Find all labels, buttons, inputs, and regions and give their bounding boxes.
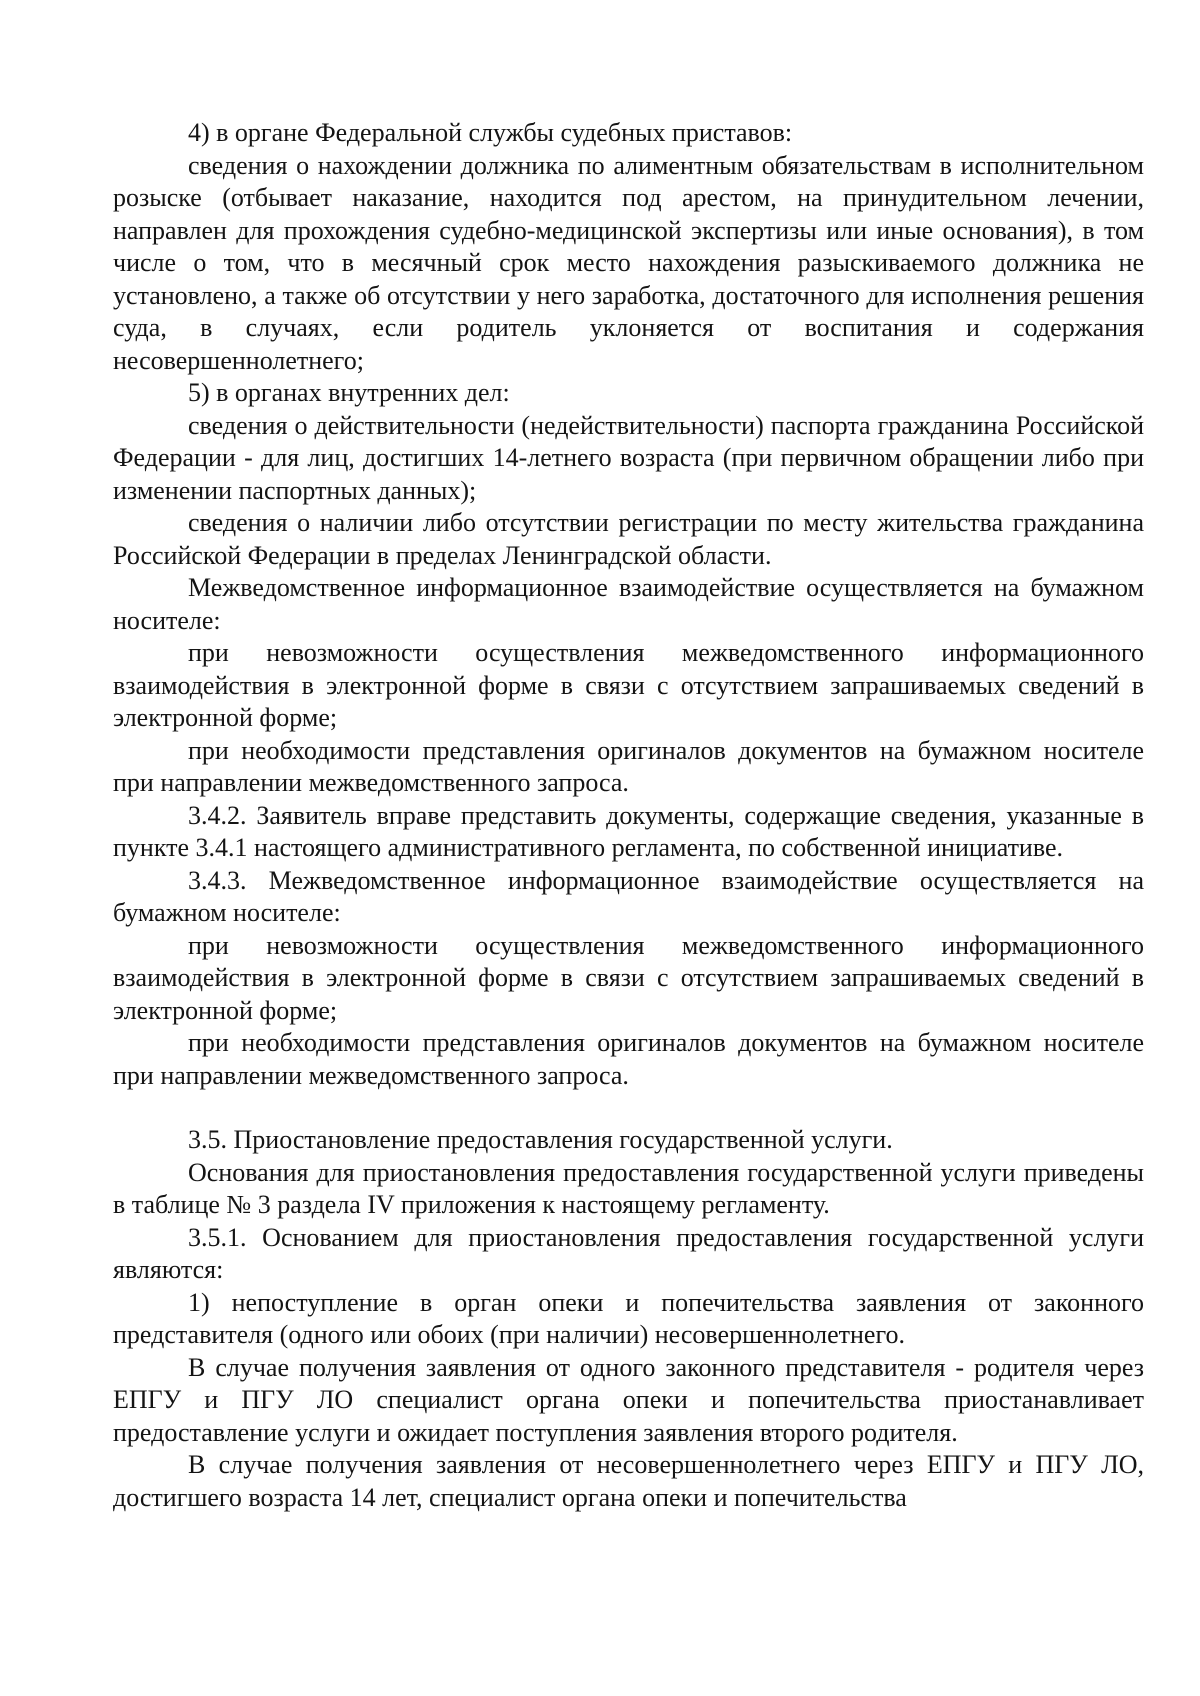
paragraph-item-1: 1) непоступление в орган опеки и попечительства заявления от законного представителя (одного или обоих (при наличии) несовершеннолетнего. [113,1287,1144,1349]
paragraph-fssp-heading: 4) в органе Федеральной службы судебных приставов: [188,118,793,147]
paragraph-mvd-heading: 5) в органах внутренних дел: [188,378,510,407]
document-body [113,117,1144,1514]
paragraph-fssp-info: сведения о нахождении должника по алиментным обязательствам в исполнительном розыске (отбывает наказание, находится под арестом, на принудительном лечении, направлен для прохождения судебно-медицинской экспертизы или иные основания), в том числе о том, что в месячный срок место нахождения разыскиваемого должника не установлено, а также об отсутствии у него заработка, достаточного для исполнения решения суда, в случаях, если родитель уклоняется от воспитания и содержания несовершеннолетнего; [113,150,1144,375]
paragraph-3-5-1: 3.5.1. Основанием для приостановления предоставления государственной услуги являются: [113,1222,1144,1284]
paragraph-passport-info: сведения о действительности (недействительности) паспорта гражданина Российской Федерации - для лиц, достигших 14-летнего возраста (при первичном обращении либо при изменении паспортных данных); [113,410,1144,505]
paragraph-originals-needed: при необходимости представления оригиналов документов на бумажном носителе при направлении межведомственного запроса. [113,735,1144,797]
paragraph-3-4-3: 3.4.3. Межведомственное информационное взаимодействие осуществляется на бумажном носителе: [113,865,1144,927]
paragraph-suspension-grounds: Основания для приостановления предоставления государственной услуги приведены в таблице № 3 раздела IV приложения к настоящему регламенту. [113,1157,1144,1219]
paragraph-paper-interaction: Межведомственное информационное взаимодействие осуществляется на бумажном носителе: [113,573,1144,635]
paragraph-3-4-2: 3.4.2. Заявитель вправе представить документы, содержащие сведения, указанные в пункте 3.4.1 настоящего административного регламента, по собственной инициативе. [113,800,1144,862]
paragraph-minor-case: В случае получения заявления от несовершеннолетнего через ЕПГУ и ПГУ ЛО, достигшего возраста 14 лет, специалист органа опеки и попечительства [113,1450,1144,1512]
paragraph-originals-needed-2: при необходимости представления оригиналов документов на бумажном носителе при направлении межведомственного запроса. [113,1028,1144,1090]
paragraph-one-parent-case: В случае получения заявления от одного законного представителя - родителя через ЕПГУ и ПГУ ЛО специалист органа опеки и попечительства приостанавливает предоставление услуги и ожидает поступления заявления второго родителя. [113,1352,1144,1447]
paragraph-no-electronic-2: при невозможности осуществления межведомственного информационного взаимодействия в электронной форме в связи с отсутствием запрашиваемых сведений в электронной форме; [113,930,1144,1025]
paragraph-no-electronic: при невозможности осуществления межведомственного информационного взаимодействия в электронной форме в связи с отсутствием запрашиваемых сведений в электронной форме; [113,638,1144,732]
section-heading-3-5: 3.5. Приостановление предоставления государственной услуги. [188,1125,893,1154]
paragraph-registration-info: сведения о наличии либо отсутствии регистрации по месту жительства гражданина Российской Федерации в пределах Ленинградской области. [113,508,1144,570]
